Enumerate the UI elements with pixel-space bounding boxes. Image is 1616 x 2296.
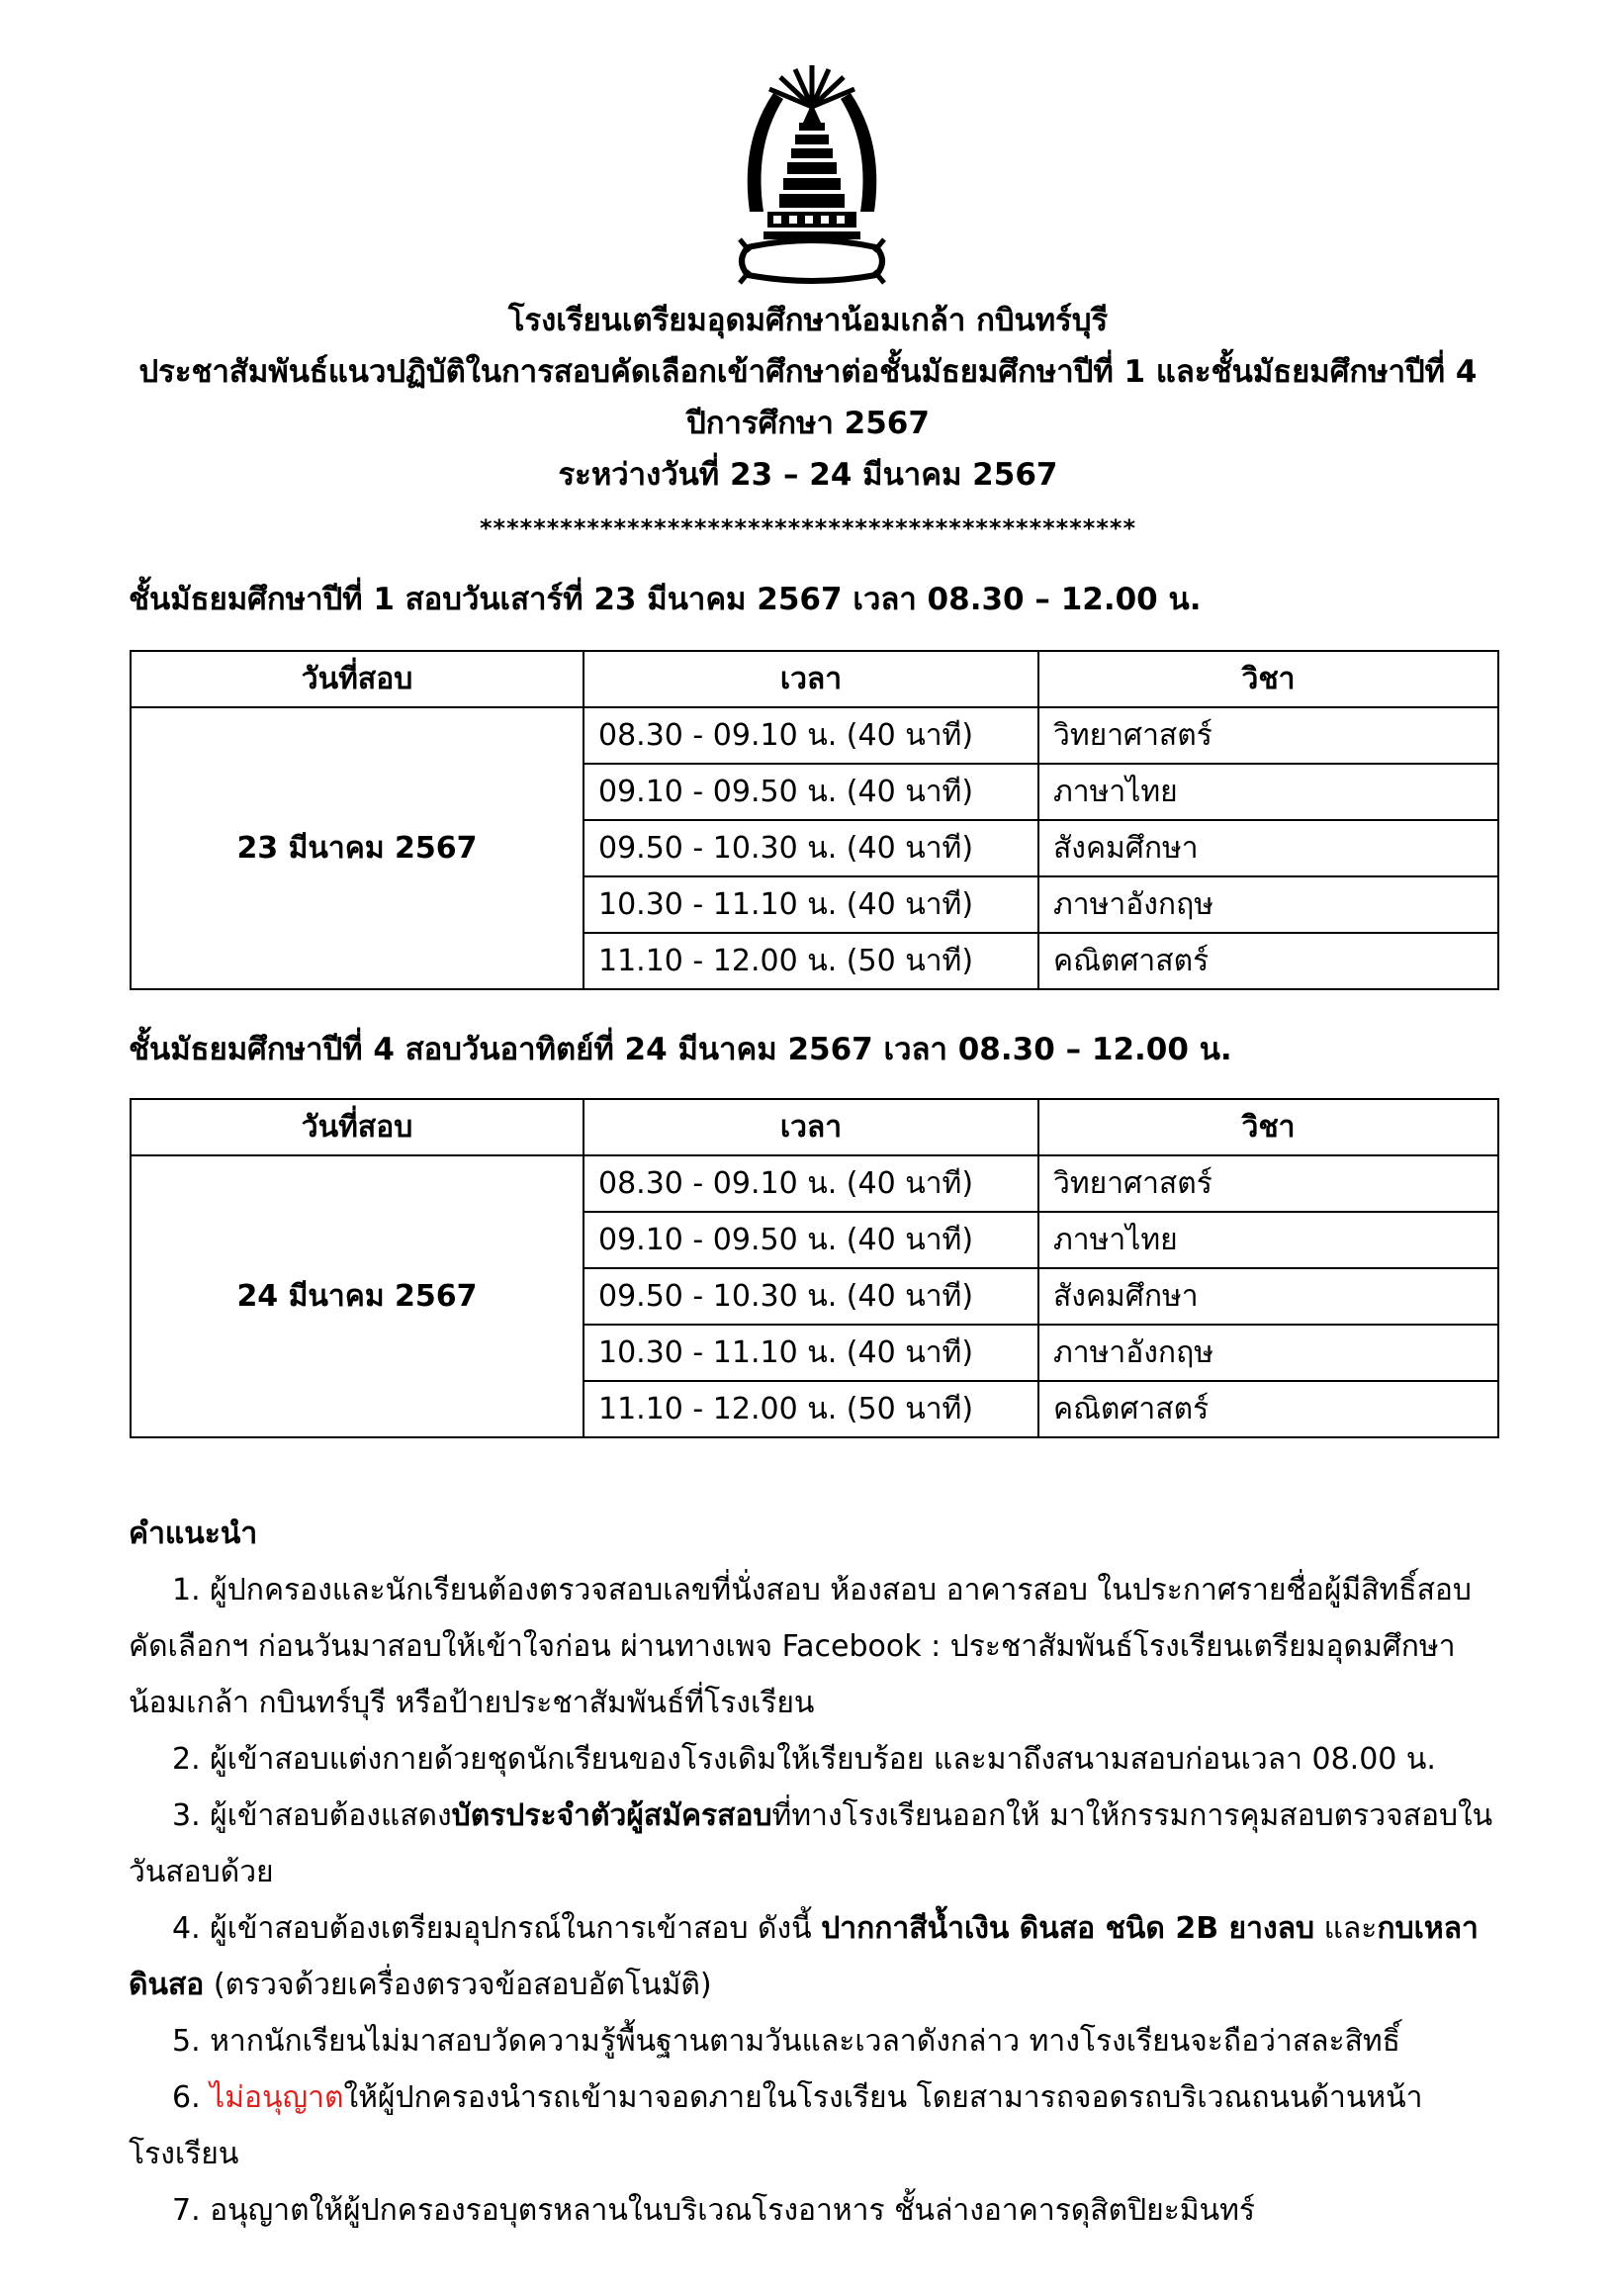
advice-item-5: 5. หากนักเรียนไม่มาสอบวัดความรู้พื้นฐานตามวันและเวลาดังกล่าว ทางโรงเรียนจะถือว่าสละสิทธิ์ <box>172 2024 1400 2059</box>
advice-item-3-text: 3. ผู้เข้าสอบต้องแสดง <box>172 1798 452 1833</box>
column-header-date: วันที่สอบ <box>131 1099 584 1155</box>
time-cell: 10.30 - 11.10 น. (40 นาที) <box>584 1325 1038 1381</box>
schedule-table-m1 <box>130 650 1499 990</box>
subject-cell: วิทยาศาสตร์ <box>1038 1155 1498 1212</box>
advice-item-4-rest: (ตรวจด้วยเครื่องตรวจข้อสอบอัตโนมัติ) <box>204 1968 712 2002</box>
advice-item-6-warning: ไม่อนุญาต <box>210 2080 344 2115</box>
time-cell: 08.30 - 09.10 น. (40 นาที) <box>584 1155 1038 1212</box>
subject-cell: สังคมศึกษา <box>1038 1268 1498 1325</box>
advice-item-1: 1. ผู้ปกครองและนักเรียนต้องตรวจสอบเลขที่นั่งสอบ ห้องสอบ อาคารสอบ ในประกาศรายชื่อผู้มีสิทธิ์สอบคัดเลือกฯ ก่อนวันมาสอบให้เข้าใจก่อน ผ่านทางเพจ Facebook : ประชาสัมพันธ์โรงเรียนเตรียมอุดมศึกษาน้อมเกล้า กบินทร์บุรี หรือป้ายประชาสัมพันธ์ที่โรงเรียน <box>129 1573 1472 1720</box>
section-title-m1: ชั้นมัธยมศึกษาปีที่ 1 สอบวันเสาร์ที่ 23 มีนาคม 2567 เวลา 08.30 – 12.00 น. <box>129 582 1202 617</box>
time-cell: 11.10 - 12.00 น. (50 นาที) <box>584 1381 1038 1437</box>
column-header-subject: วิชา <box>1038 651 1498 707</box>
column-header-time: เวลา <box>584 1099 1038 1155</box>
advice-item-3-rest: ที่ทางโรงเรียนออกให้ มาให้กรรมการคุมสอบตรวจสอบในวันสอบด้วย <box>129 1798 1493 1889</box>
advice-section <box>129 1506 1501 2239</box>
exam-date-cell: 23 มีนาคม 2567 <box>131 707 584 989</box>
time-cell: 09.10 - 09.50 น. (40 นาที) <box>584 1212 1038 1268</box>
subject-cell: คณิตศาสตร์ <box>1038 933 1498 989</box>
subject-cell: ภาษาไทย <box>1038 1212 1498 1268</box>
subject-cell: ภาษาอังกฤษ <box>1038 1325 1498 1381</box>
advice-item-6-rest: ให้ผู้ปกครองนำรถเข้ามาจอดภายในโรงเรียน โดยสามารถจอดรถบริเวณถนนด้านหน้าโรงเรียน <box>129 2080 1423 2171</box>
column-header-subject: วิชา <box>1038 1099 1498 1155</box>
advice-item-3-bold: บัตรประจำตัวผู้สมัครสอบ <box>451 1798 772 1833</box>
time-cell: 09.50 - 10.30 น. (40 นาที) <box>584 1268 1038 1325</box>
announcement-title: ประชาสัมพันธ์แนวปฏิบัติในการสอบคัดเลือกเข้าศึกษาต่อชั้นมัธยมศึกษาปีที่ 1 และชั้นมัธยมศึกษาปีที่ 4 <box>138 354 1478 390</box>
column-header-date: วันที่สอบ <box>131 651 584 707</box>
separator-stars: ************************************************* <box>480 514 1136 542</box>
time-cell: 09.50 - 10.30 น. (40 นาที) <box>584 820 1038 876</box>
academic-year: ปีการศึกษา 2567 <box>686 406 930 441</box>
schedule-table-m4 <box>130 1098 1499 1438</box>
exam-date-cell: 24 มีนาคม 2567 <box>131 1155 584 1437</box>
advice-item-6-number: 6. <box>172 2080 211 2115</box>
school-name: โรงเรียนเตรียมอุดมศึกษาน้อมเกล้า กบินทร์บุรี <box>507 303 1109 338</box>
time-cell: 08.30 - 09.10 น. (40 นาที) <box>584 707 1038 764</box>
table-row <box>131 707 1498 764</box>
column-header-time: เวลา <box>584 651 1038 707</box>
advice-item-4-text: 4. ผู้เข้าสอบต้องเตรียมอุปกรณ์ในการเข้าสอบ ดังนี้ <box>172 1911 822 1946</box>
advice-item-3 <box>129 1788 1501 1900</box>
time-cell: 11.10 - 12.00 น. (50 นาที) <box>584 933 1038 989</box>
table-header-row <box>131 651 1498 707</box>
advice-item-4-bold-1: ปากกาสีน้ำเงิน ดินสอ ชนิด 2B ยางลบ <box>821 1911 1315 1946</box>
subject-cell: สังคมศึกษา <box>1038 820 1498 876</box>
advice-item-4-bold-2: กบเหลาดินสอ <box>129 1911 1479 2002</box>
advice-item-2: 2. ผู้เข้าสอบแต่งกายด้วยชุดนักเรียนของโรงเดิมให้เรียบร้อย และมาถึงสนามสอบก่อนเวลา 08.00 น. <box>172 1742 1436 1777</box>
table-row <box>131 1155 1498 1212</box>
time-cell: 09.10 - 09.50 น. (40 นาที) <box>584 764 1038 820</box>
time-cell: 10.30 - 11.10 น. (40 นาที) <box>584 876 1038 933</box>
subject-cell: คณิตศาสตร์ <box>1038 1381 1498 1437</box>
advice-item-6 <box>129 2069 1501 2182</box>
advice-item-4 <box>129 1900 1501 2013</box>
school-emblem-icon <box>734 63 890 297</box>
advice-title: คำแนะนำ <box>129 1516 258 1551</box>
exam-date-range: ระหว่างวันที่ 23 – 24 มีนาคม 2567 <box>558 457 1058 493</box>
advice-item-4-mid: และ <box>1314 1911 1378 1946</box>
table-header-row <box>131 1099 1498 1155</box>
subject-cell: ภาษาอังกฤษ <box>1038 876 1498 933</box>
subject-cell: ภาษาไทย <box>1038 764 1498 820</box>
subject-cell: วิทยาศาสตร์ <box>1038 707 1498 764</box>
section-title-m4: ชั้นมัธยมศึกษาปีที่ 4 สอบวันอาทิตย์ที่ 24 มีนาคม 2567 เวลา 08.30 – 12.00 น. <box>129 1032 1232 1067</box>
advice-item-7: 7. อนุญาตให้ผู้ปกครองรอบุตรหลานในบริเวณโรงอาหาร ชั้นล่างอาคารดุสิตปิยะมินทร์ <box>172 2193 1255 2228</box>
